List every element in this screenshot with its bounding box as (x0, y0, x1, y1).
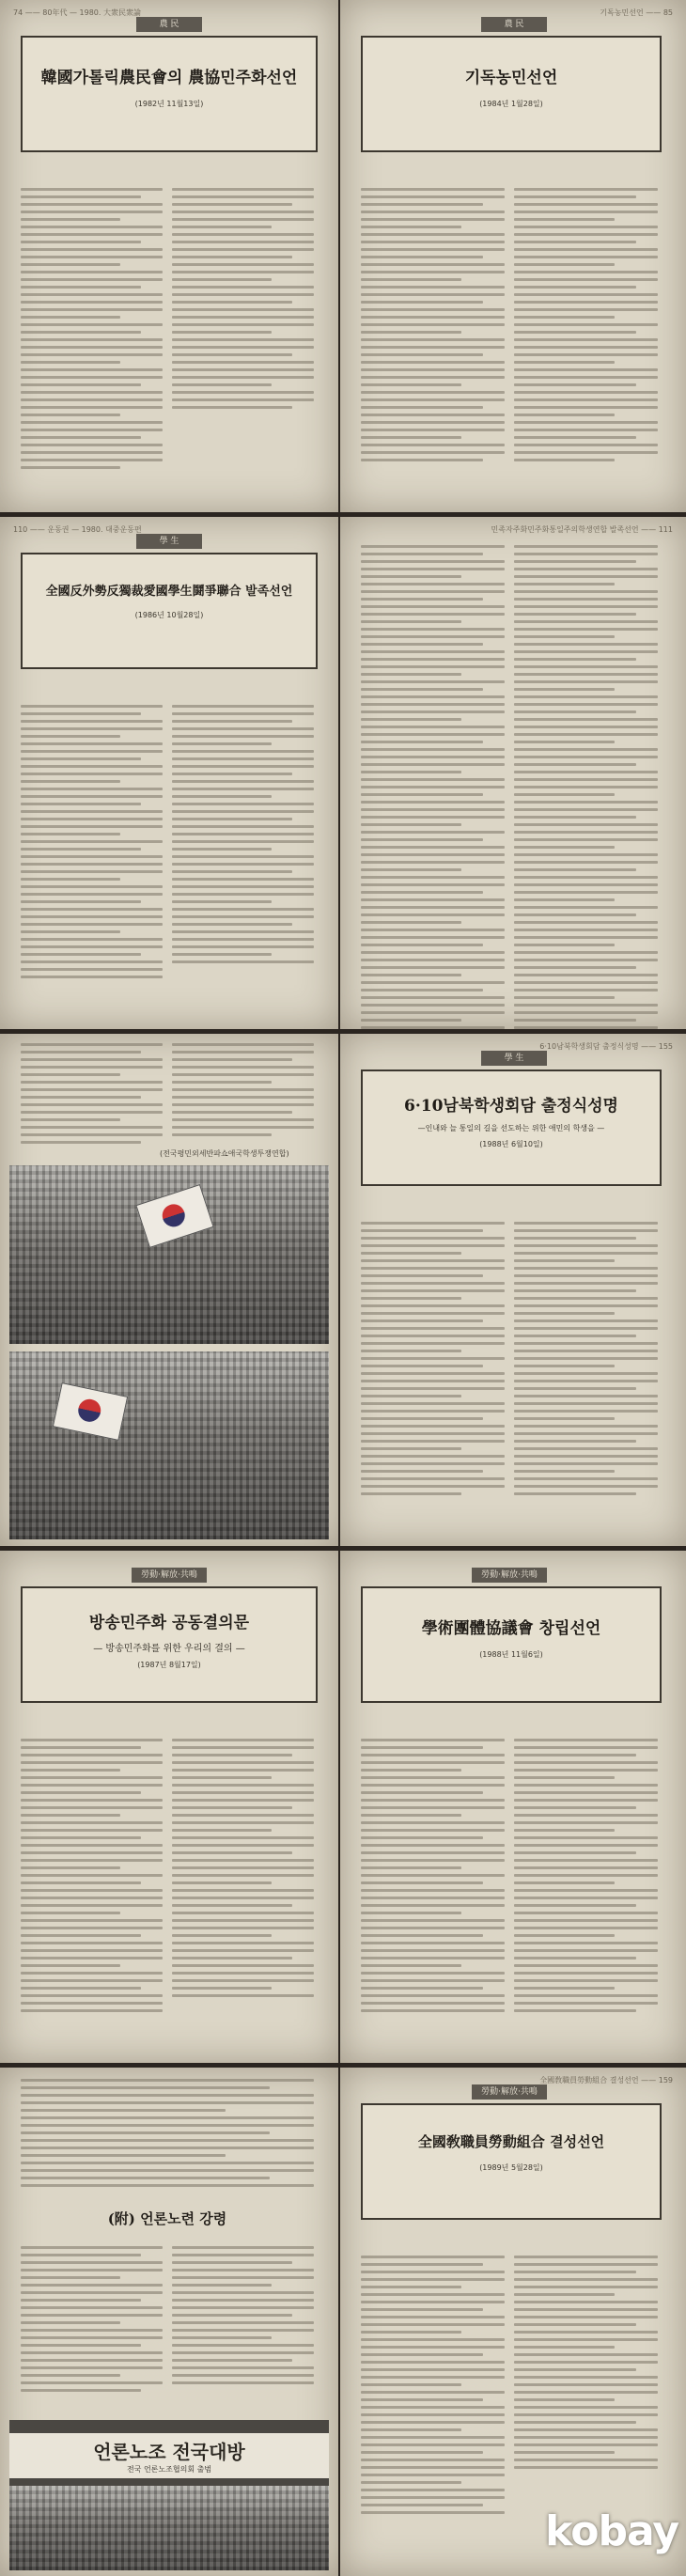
watermark-logo: kobay (545, 2507, 678, 2555)
title-box (361, 2103, 662, 2220)
page-row4-left (0, 1551, 338, 2063)
title-box (21, 36, 318, 152)
running-header: 74 —— 80年代 — 1980. 大衆民衆論 (13, 8, 141, 17)
running-header: 110 —— 운동권 — 1980. 대중운동편 (13, 525, 142, 534)
body-text (21, 705, 314, 983)
section-tab: 學 生 (136, 534, 202, 549)
page-row2-left (0, 517, 338, 1029)
banner-text: 언론노조 전국대방 (93, 2441, 245, 2463)
document-date: (1982년 11월13일) (134, 100, 204, 108)
document-title: 방송민주화 공동결의문 (88, 1614, 250, 1632)
body-text (21, 188, 314, 474)
page-row5-right: 全國敎職員勞動組合 결성선언 —— 159 勞動·解放·共鳴 全國敎職員勞動組合 결성선언 (1989년 5월28일) (340, 2068, 686, 2576)
platform-heading: (附) 언론노련 강령 (107, 2210, 227, 2227)
photo-caption: (전국평민외세반파쇼애국학생투쟁연합) (160, 1149, 289, 1158)
document-date: (1984년 1월28일) (479, 100, 543, 108)
section-tab: 勞動·解放·共鳴 (472, 2084, 547, 2100)
platform-text (21, 2246, 314, 2396)
document-date: (1986년 10월28일) (134, 611, 204, 619)
page-row1-right: 기독농민선언 —— 85 農 民 기독농민선언 (1984년 1월28일) (340, 0, 686, 512)
document-title: 全國敎職員勞動組合 결성선언 (417, 2133, 605, 2150)
union-banner-photo (9, 2420, 329, 2570)
body-text (21, 1739, 314, 2017)
page-row3-left (0, 1034, 338, 1546)
title-box (361, 1069, 662, 1186)
page-row1-left (0, 0, 338, 512)
section-tab: 勞動·解放·共鳴 (132, 1568, 207, 1583)
document-date: (1988년 6월10일) (479, 1140, 543, 1148)
document-date: (1988년 11월6일) (479, 1650, 543, 1659)
body-text (361, 1739, 658, 2017)
document-title: 全國反外勢反獨裁愛國學生鬪爭聯合 발족선언 (45, 585, 293, 599)
page-row4-right (340, 1551, 686, 2063)
document-title: 기독농민선언 (464, 69, 558, 87)
banner-subtext: 전국 언론노조협의회 출범 (126, 2465, 212, 2474)
section-tab: 勞動·解放·共鳴 (472, 1568, 547, 1583)
page-row2-right: 민족자주화민주화통일주의학생연합 발족선언 —— 111 (340, 517, 686, 1029)
document-subtitle: — 방송민주화를 위한 우리의 결의 — (93, 1644, 245, 1654)
document-title: 6·10남북학생회담 출정식성명 (404, 1097, 618, 1116)
body-text (361, 1222, 658, 1500)
document-date: (1989년 5월28일) (479, 2163, 543, 2172)
section-tab: 學 生 (481, 1051, 547, 1066)
body-text-top (21, 2079, 314, 2192)
protest-photo-bottom (9, 1351, 329, 1539)
document-date: (1987년 8월17일) (137, 1661, 201, 1669)
document-subtitle: —인내와 늘 통일의 길을 선도하는 위한 애민의 학생을 — (417, 1124, 605, 1132)
section-tab: 農 民 (136, 17, 202, 32)
page-row3-right: 6·10남북학생회담 출정식성명 —— 155 學 生 6·10남북학생회담 출정식성명 —인내와 늘 통일의 길을 선도하는 위한 애민의 학생을 — (1988년 6월10일) (340, 1034, 686, 1546)
section-tab: 農 民 (481, 17, 547, 32)
page-row5-left (0, 2068, 338, 2576)
body-text (361, 2256, 658, 2519)
body-text (361, 545, 658, 1029)
body-text (21, 1043, 314, 1148)
protest-photo-top (9, 1165, 329, 1344)
title-box (361, 36, 662, 152)
title-box (21, 1586, 318, 1703)
title-box (361, 1586, 662, 1703)
document-title: 學術團體協議會 창립선언 (421, 1619, 601, 1638)
document-title: 韓國가톨릭農民會의 農協민주화선언 (40, 69, 298, 87)
title-box (21, 553, 318, 669)
body-text (361, 188, 658, 466)
